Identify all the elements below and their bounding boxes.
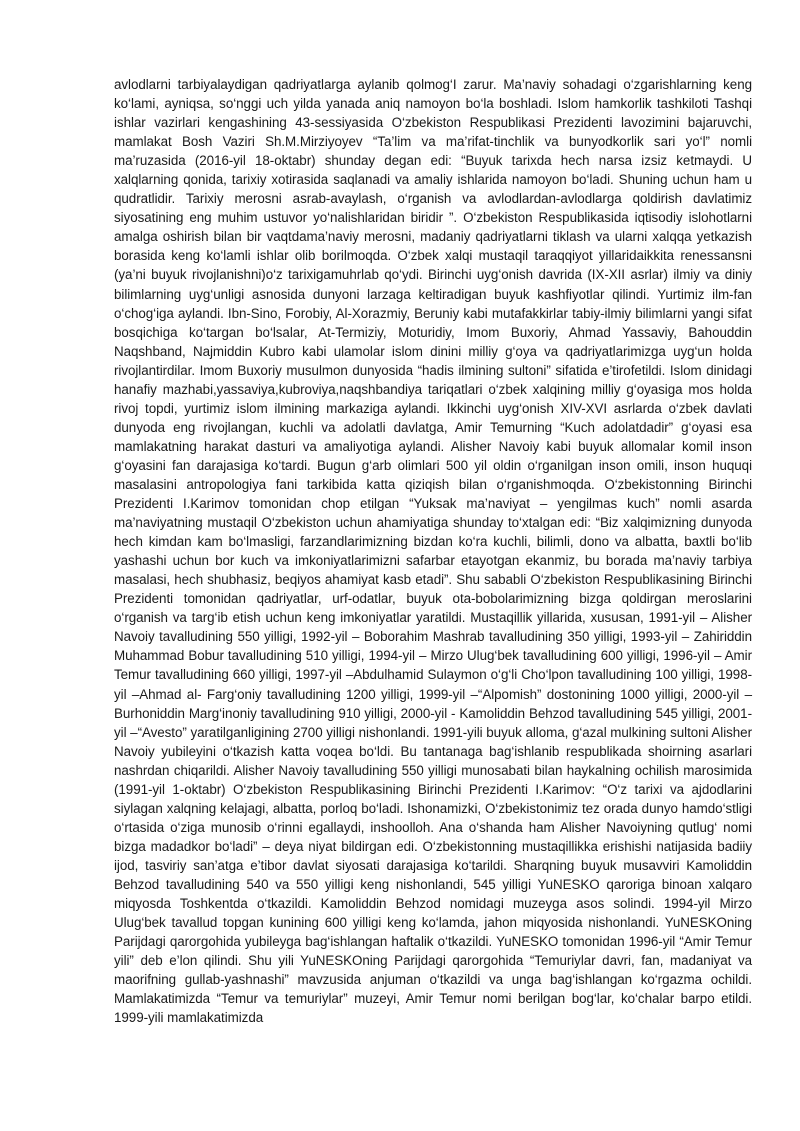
- body-paragraph: avlodlarni tarbiyalaydigan qadriyatlarga aylanib qolmog‘I zarur. Ma’naviy sohadagi o‘zgarishlarning keng ko‘lami, ayniqsa, so‘nggi uch yilda yanada aniq namoyon bo‘la boshladi. Islom hamkorlik tashkiloti Tashqi ishlar vazirlari kengashining 43-sessiyasida O‘zbekiston Respublikasi Prezidenti lavozimini bajaruvchi, mamlakat Bosh Vaziri Sh.M.Mirziyoyev “Ta’lim va ma’rifat-tinchlik va bunyodkorlik sari yo‘l” nomli ma’ruzasida (2016-yil 18-oktabr) shunday degan edi: “Buyuk tarixda hech narsa izsiz ketmaydi. U xalqlarning qonida, tarixiy xotirasida saqlanadi va amaliy ishlarida namoyon bo‘ladi. Shuning uchun ham u qudratlidir. Tarixiy merosni asrab-avaylash, o‘rganish va avlodlardan-avlodlarga qoldirish davlatimiz siyosatining eng muhim ustuvor yo‘nalishlaridan biridir ”. O‘zbekiston Respublikasida iqtisodiy islohotlarni amalga oshirish bilan bir vaqtdama’naviy merosni, madaniy qadriyatlarni tiklash va ularni xalqqa yetkazish borasida keng ko‘lamli ishlar olib borilmoqda. O‘zbek xalqi mustaqil taraqqiyot yillaridaikkita renessansni (ya’ni buyuk rivojlanishni)o‘z tarixigamuhrlab qo‘ydi. Birinchi uyg‘onish davrida (IX-XII asrlar) ilmiy va diniy bilimlarning uyg‘unligi asnosida dunyoni larzaga keltiradigan buyuk kashfiyotlar qilindi. Yurtimiz ilm-fan o‘chog‘iga aylandi. Ibn-Sino, Forobiy, Al-Xorazmiy, Beruniy kabi mutafakkirlar tabiy-ilmiy bilimlarni yangi sifat bosqichiga ko‘targan bo‘lsalar, At-Termiziy, Moturidiy, Imom Buxoriy, Ahmad Yassaviy, Bahouddin Naqshband, Najmiddin Kubro kabi ulamolar islom dinini milliy g‘oya va qadriyatlarimizga uyg‘un holda rivojlantirdilar. Imom Buxoriy musulmon dunyosida “hadis ilmining sultoni” sifatida e’tirofetildi. Islom dinidagi hanafiy mazhabi,yassaviya,kubroviya,naqshbandiya tariqatlari o‘zbek xalqining milliy g‘oyasiga mos holda rivoj topdi, yurtimiz islom ilmining markaziga aylandi. Ikkinchi uyg‘onish XIV-XVI asrlarda o‘zbek davlati dunyoda eng rivojlangan, kuchli va adolatli davlatga, Amir Temurning “Kuch adolatdadir” g‘oyasi esa mamlakatning harakat dasturi va amaliyotiga aylandi. Alisher Navoiy kabi buyuk allomalar komil inson g‘oyasini fan darajasiga ko‘tardi. Bugun g‘arb olimlari 500 yil oldin o‘rganilgan inson omili, inson huquqi masalasini antropologiya fani tarkibida katta qiziqish bilan o‘rganishmoqda. O‘zbekistonning Birinchi Prezidenti I.Karimov tomonidan chop etilgan “Yuksak ma’naviyat – yengilmas kuch” nomli asarda ma’naviyatning mustaqil O‘zbekiston uchun ahamiyatiga shunday to‘xtalgan edi: “Biz xalqimizning dunyoda hech kimdan kam bo‘lmasligi, farzandlarimizning bizdan ko‘ra kuchli, bilimli, dono va albatta, baxtli bo‘lib yashashi uchun bor kuch va imkoniyatlarimizni safarbar etayotgan ekanmiz, bu borada ma’naviy tarbiya masalasi, hech shubhasiz, beqiyos ahamiyat kasb etadi”. Shu sababli O‘zbekiston Respublikasining Birinchi Prezidenti tomonidan qadriyatlar, urf-odatlar, buyuk ota-bobolarimizning bizga qoldirgan meroslarini o‘rganish va targ‘ib etish uchun keng imkoniyatlar yaratildi. Mustaqillik yillarida, xususan, 1991-yil – Alisher Navoiy tavalludining 550 yilligi, 1992-yil – Boborahim Mashrab tavalludining 350 yilligi, 1993-yil – Zahiriddin Muhammad Bobur tavalludining 510 yilligi, 1994-yil – Mirzo Ulug‘bek tavalludining 600 yilligi, 1996-yil – Amir Temur tavalludining 660 yilligi, 1997-yil –Abdulhamid Sulaymon o‘g‘li Cho‘lpon tavalludining 100 yilligi, 1998-yil –Ahmad al- Farg‘oniy tavalludining 1200 yilligi, 1999-yil –“Alpomish” dostonining 1000 yilligi, 2000-yil – Burhoniddin Marg‘inoniy tavalludining 910 yilligi, 2000-yil - Kamoliddin Behzod tavalludining 545 yilligi, 2001- yil –“Avesto” yaratilganligining 2700 yilligi nishonlandi. 1991-yili buyuk alloma, g‘azal mulkining sultoni Alisher Navoiy yubileyini o‘tkazish katta voqea bo‘ldi. Bu tantanaga bag‘ishlanib respublikada shoirning asarlari nashrdan chiqarildi. Alisher Navoiy tavalludining 550 yilligi munosabati bilan haykalning ochilish marosimida (1991-yil 1-oktabr) O‘zbekiston Respublikasining Birinchi Prezidenti I.Karimov: “O‘z tarixi va ajdodlarini siylagan xalqning kelajagi, albatta, porloq bo‘ladi. Ishonamizki, O‘zbekistonimiz tez orada dunyo hamdo‘stligi o‘rtasida o‘ziga munosib o‘rinni egallaydi, inshoolloh. Ana o‘shanda ham Alisher Navoiyning qutlug‘ nomi bizga madadkor bo‘ladi” – deya niyat bildirgan edi. O‘zbekistonning mustaqillikka erishishi natijasida badiiy ijod, tasviriy san’atga e’tibor davlat siyosati darajasiga ko‘tarildi. Sharqning buyuk musavviri Kamoliddin Behzod tavalludining 540 va 550 yilligi keng nishonlandi, 545 yilligi YuNESKO qaroriga binoan xalqaro miqyosda Toshkentda o‘tkazildi. Kamoliddin Behzod nomidagi muzeyga asos solindi. 1994-yil Mirzo Ulug‘bek tavallud topgan kunining 600 yilligi keng ko‘lamda, jahon miqyosida nishonlandi. YuNESKOning Parijdagi qarorgohida yubileyga bag‘ishlangan haftalik o‘tkazildi. YuNESKO tomonidan 1996-yil “Amir Temur yili” deb e’lon qilindi. Shu yili YuNESKOning Parijdagi qarorgohida “Temuriylar davri, fan, madaniyat va maorifning gullab-yashnashi” mavzusida anjuman o‘tkazildi va unga bag‘ishlangan ko‘rgazma ochildi. Mamlakatimizda “Temur va temuriylar” muzeyi, Amir Temur nomi berilgan bog‘lar, ko‘chalar barpo etildi. 1999-yili mamlakatimizda: [114, 77, 752, 1026]
- document-page: [114, 75, 752, 1027]
